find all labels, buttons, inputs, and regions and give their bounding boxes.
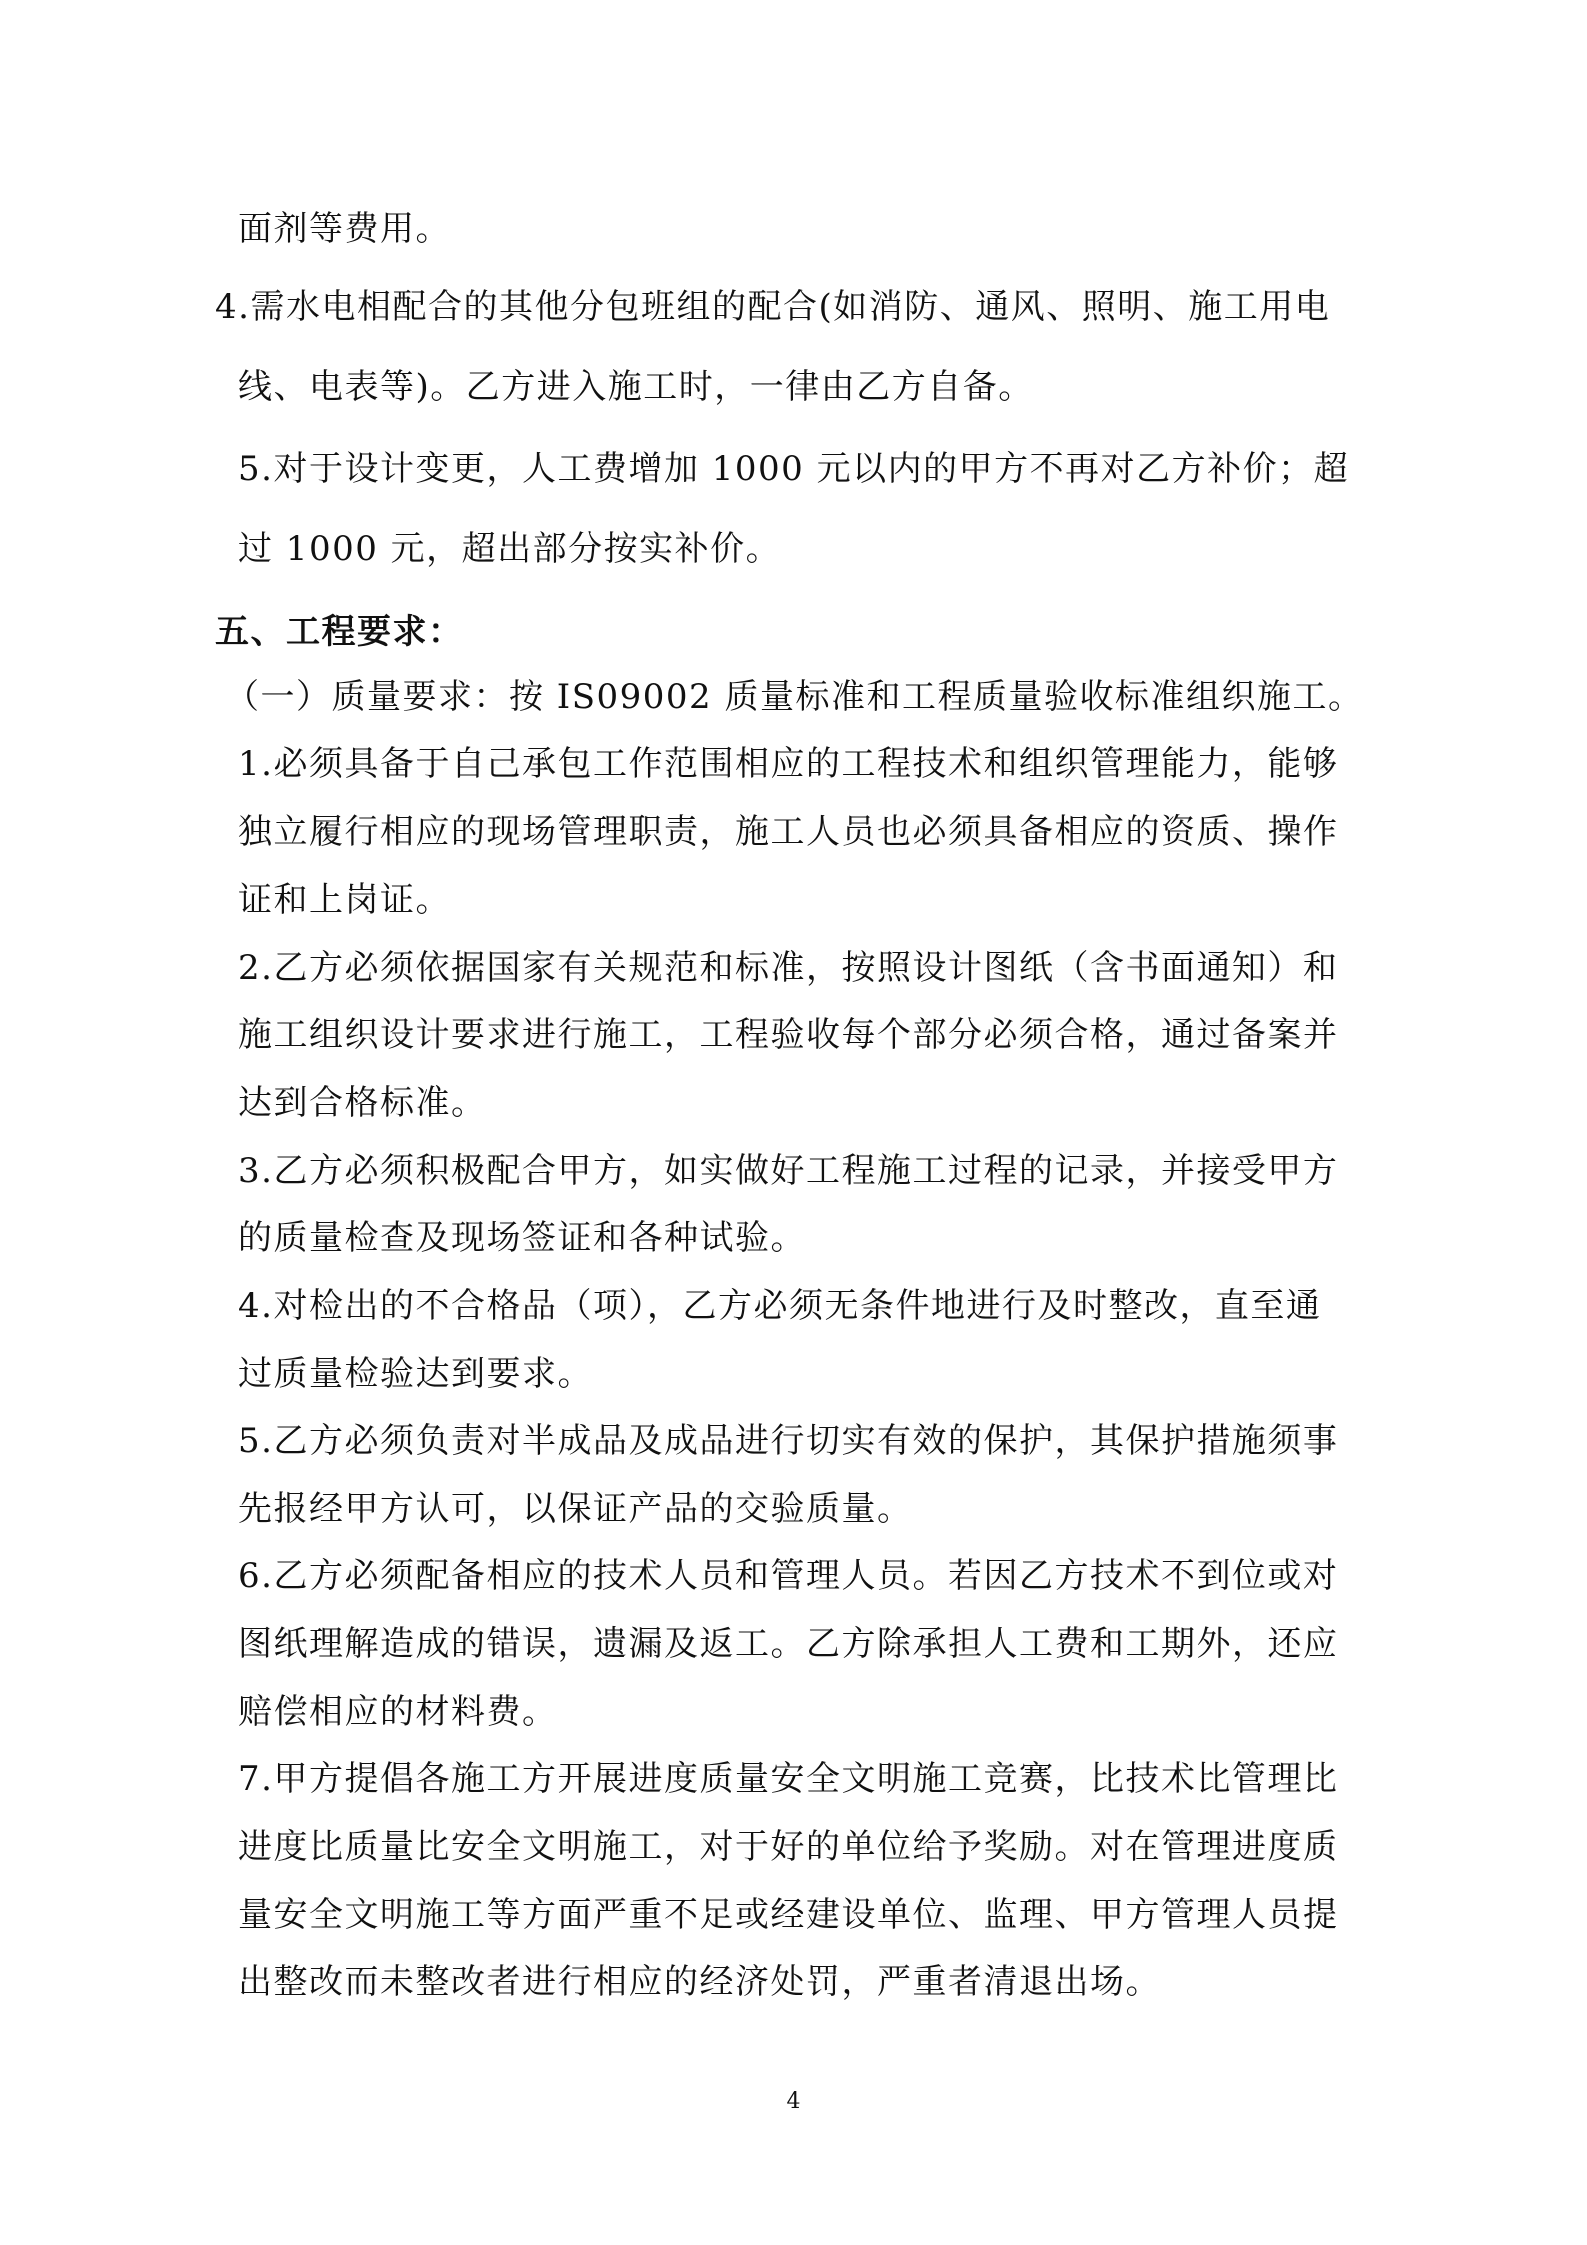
text-line: 先报经甲方认可，以保证产品的交验质量。	[238, 1489, 913, 1529]
text-line: 赔偿相应的材料费。	[238, 1692, 558, 1732]
text-line: 达到合格标准。	[238, 1083, 487, 1123]
text-line: 4.对检出的不合格品（项），乙方必须无条件地进行及时整改，直至通	[238, 1286, 1322, 1326]
text-line: 施工组织设计要求进行施工，工程验收每个部分必须合格，通过备案并	[238, 1015, 1339, 1055]
text-line: 7.甲方提倡各施工方开展进度质量安全文明施工竞赛，比技术比管理比	[238, 1759, 1339, 1799]
text-line: 面剂等费用。	[238, 209, 451, 249]
text-line: 5.对于设计变更，人工费增加 1000 元以内的甲方不再对乙方补价；超	[238, 449, 1350, 489]
text-line: （一）质量要求：按 IS09002 质量标准和工程质量验收标准组织施工。	[225, 677, 1364, 717]
text-line: 过 1000 元，超出部分按实补价。	[238, 529, 782, 569]
text-line: 过质量检验达到要求。	[238, 1354, 593, 1394]
text-line: 3.乙方必须积极配合甲方，如实做好工程施工过程的记录，并接受甲方	[238, 1151, 1339, 1191]
text-line: 线、电表等)。乙方进入施工时，一律由乙方自备。	[238, 367, 1034, 407]
text-line: 4.需水电相配合的其他分包班组的配合(如消防、通风、照明、施工用电	[215, 287, 1331, 327]
text-line: 的质量检查及现场签证和各种试验。	[238, 1218, 806, 1258]
text-line: 6.乙方必须配备相应的技术人员和管理人员。若因乙方技术不到位或对	[238, 1556, 1339, 1596]
section-heading: 五、工程要求：	[215, 612, 464, 652]
text-line: 图纸理解造成的错误，遗漏及返工。乙方除承担人工费和工期外，还应	[238, 1624, 1339, 1664]
text-line: 证和上岗证。	[238, 880, 451, 920]
page-number: 4	[786, 2089, 801, 2114]
text-line: 独立履行相应的现场管理职责，施工人员也必须具备相应的资质、操作	[238, 812, 1339, 852]
text-line: 量安全文明施工等方面严重不足或经建设单位、监理、甲方管理人员提	[238, 1895, 1339, 1935]
text-line: 出整改而未整改者进行相应的经济处罚，严重者清退出场。	[238, 1962, 1161, 2002]
text-line: 2.乙方必须依据国家有关规范和标准，按照设计图纸（含书面通知）和	[238, 948, 1339, 988]
text-line: 5.乙方必须负责对半成品及成品进行切实有效的保护，其保护措施须事	[238, 1421, 1339, 1461]
text-line: 进度比质量比安全文明施工，对于好的单位给予奖励。对在管理进度质	[238, 1827, 1339, 1867]
text-line: 1.必须具备于自己承包工作范围相应的工程技术和组织管理能力，能够	[238, 744, 1339, 784]
